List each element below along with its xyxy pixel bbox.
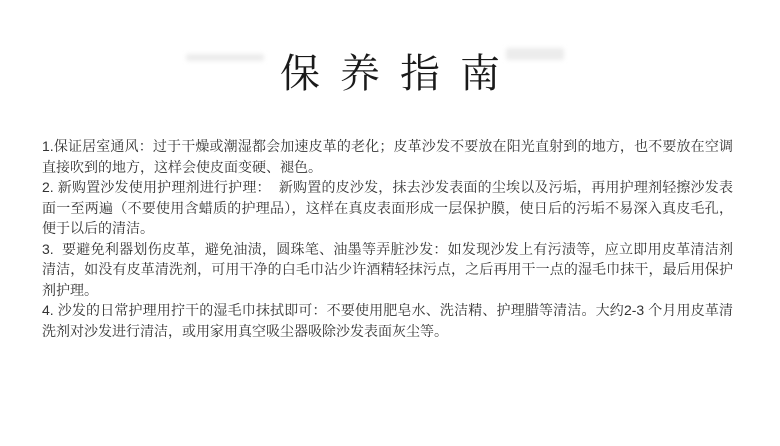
page-title: 保养指南 [280, 52, 520, 96]
care-guide-paragraph-4: 4. 沙发的日常护理用拧干的湿毛巾抹拭即可：不要使用肥皂水、洗洁精、护理腊等清洁。大约2-3 个月用皮革清洗剂对沙发进行清洁，或用家用真空吸尘器吸除沙发表面灰尘等。 [42, 302, 733, 339]
care-guide-paragraph-3: 3. 要避免利器划伤皮革，避免油渍，圆珠笔、油墨等弄脏沙发：如发现沙发上有污渍等，应立即用皮革清洁剂清洁，如没有皮革清洗剂，可用干净的白毛巾沾少许酒精轻抹污点，之后再用干一点的湿毛巾抹干，最后用保护剂护理。 [42, 240, 733, 298]
care-instructions [42, 136, 733, 341]
care-guide-paragraph-2: 2. 新购置沙发使用护理剂进行护理： 新购置的皮沙发，抹去沙发表面的尘埃以及污垢，再用护理剂轻擦沙发表面一至两遍（不要使用含蜡质的护理品），这样在真皮表面形成一层保护膜，使日后的污垢不易深入真皮毛孔，便于以后的清洁。 [42, 179, 733, 236]
care-guide-paragraph-1: 1.保证居室通风：过于干燥或潮湿都会加速皮革的老化；皮革沙发不要放在阳光直射到的地方，也不要放在空调直接吹到的地方，这样会使皮面变硬、褪色。 [42, 138, 733, 175]
